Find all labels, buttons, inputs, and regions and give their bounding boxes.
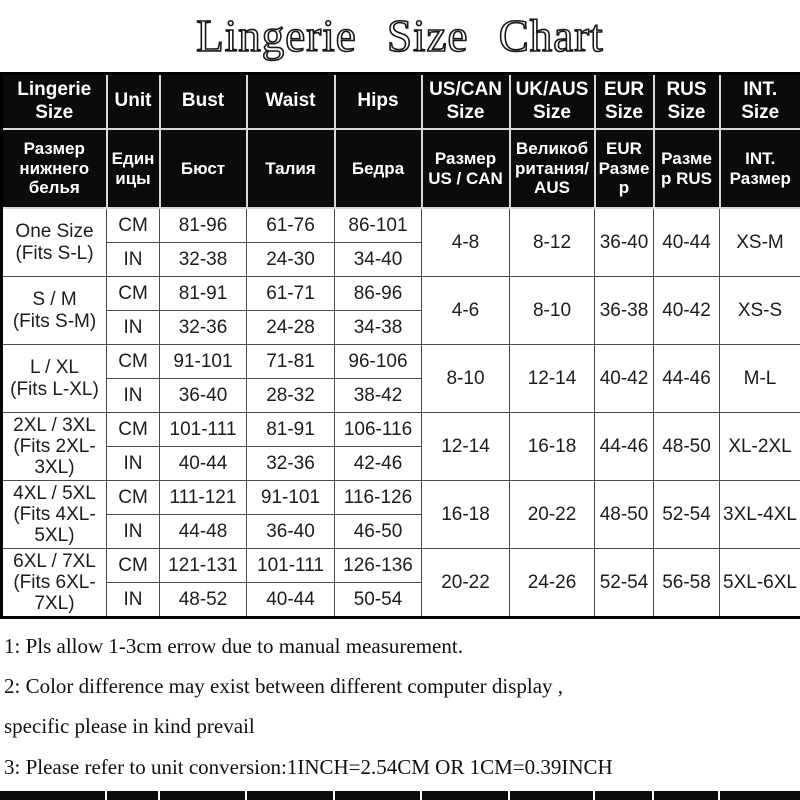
- bust-in-value: 40-44: [160, 447, 247, 481]
- waist-in-value: 24-30: [247, 243, 335, 277]
- header-unit: Unit: [107, 74, 160, 130]
- size-label: 2XL / 3XL: [13, 414, 96, 436]
- unit-cm-cell: CM: [107, 413, 160, 447]
- waist-cm-value: 71-81: [247, 345, 335, 379]
- size-label: L / XL: [30, 357, 79, 379]
- unit-in-cell: IN: [107, 379, 160, 413]
- waist-cm-value: 91-101: [247, 481, 335, 515]
- uk-aus-value: 8-12: [510, 208, 595, 277]
- header-ru-waist: Талия: [247, 129, 335, 208]
- eur-value: 36-40: [595, 208, 654, 277]
- eur-value: 40-42: [595, 345, 654, 413]
- bust-cm-value: 91-101: [160, 345, 247, 379]
- size-cell: [2, 413, 107, 481]
- bust-in-value: 48-52: [160, 583, 247, 618]
- int-value: 3XL-4XL: [720, 481, 800, 549]
- header-ru-uk-aus: Великобритания/AUS: [510, 129, 595, 208]
- uk-aus-value: 16-18: [510, 413, 595, 481]
- size-label: One Size: [15, 221, 94, 243]
- header-int: INT. Size: [720, 74, 800, 130]
- size-label: S / M: [32, 289, 77, 311]
- title-bar: [0, 0, 800, 72]
- header-ru-hips: Бедра: [335, 129, 422, 208]
- hips-cm-value: 96-106: [335, 345, 422, 379]
- header-ru-rus: Размер RUS: [654, 129, 720, 208]
- bust-in-value: 36-40: [160, 379, 247, 413]
- uk-aus-value: 24-26: [510, 549, 595, 618]
- unit-in-cell: IN: [107, 447, 160, 481]
- header-us-can: US/CAN Size: [422, 74, 510, 130]
- hips-in-value: 46-50: [335, 515, 422, 549]
- hips-in-value: 34-38: [335, 311, 422, 345]
- int-value: M-L: [720, 345, 800, 413]
- header-ru-int: INT. Размер: [720, 129, 800, 208]
- bust-in-value: 44-48: [160, 515, 247, 549]
- table-row: [2, 413, 800, 447]
- unit-cm-cell: CM: [107, 481, 160, 515]
- waist-cm-value: 61-76: [247, 208, 335, 243]
- rus-value: 56-58: [654, 549, 720, 618]
- int-value: 5XL-6XL: [720, 549, 800, 618]
- hips-cm-value: 86-96: [335, 277, 422, 311]
- size-fits-label: (Fits 2XL-3XL): [13, 435, 96, 479]
- size-fits-label: (Fits S-L): [15, 242, 94, 264]
- note-line: 1: Pls allow 1-3cm errow due to manual measurement.: [4, 634, 463, 658]
- size-fits-label: (Fits S-M): [12, 310, 97, 332]
- waist-in-value: 40-44: [247, 583, 335, 618]
- unit-cm-cell: CM: [107, 208, 160, 243]
- int-value: XL-2XL: [720, 413, 800, 481]
- rus-value: 48-50: [654, 413, 720, 481]
- bust-cm-value: 101-111: [160, 413, 247, 447]
- hips-cm-value: 86-101: [335, 208, 422, 243]
- unit-in-cell: IN: [107, 311, 160, 345]
- header-waist: Waist: [247, 74, 335, 130]
- size-cell: [2, 481, 107, 549]
- waist-cm-value: 101-111: [247, 549, 335, 583]
- size-label: 4XL / 5XL: [13, 482, 96, 504]
- uk-aus-value: 12-14: [510, 345, 595, 413]
- note-line: 2: Color difference may exist between different computer display ,: [4, 674, 564, 699]
- size-fits-label: (Fits L-XL): [10, 378, 99, 400]
- unit-cm-cell: CM: [107, 277, 160, 311]
- bust-cm-value: 121-131: [160, 549, 247, 583]
- us-can-value: 4-6: [422, 277, 510, 345]
- bottom-bar: [0, 791, 800, 800]
- header-ru-unit: Единицы: [107, 129, 160, 208]
- table-row: [2, 481, 800, 515]
- table-row: [2, 208, 800, 243]
- size-cell: [2, 345, 107, 413]
- us-can-value: 12-14: [422, 413, 510, 481]
- note-line: 3: Please refer to unit conversion:1INCH=2.54CM OR 1CM=0.39INCH: [4, 754, 613, 779]
- waist-in-value: 24-28: [247, 311, 335, 345]
- header-ru-size: Размер нижнего белья: [2, 129, 107, 208]
- header-ru-us-can: Размер US / CAN: [422, 129, 510, 208]
- rus-value: 40-42: [654, 277, 720, 345]
- table-row: [2, 345, 800, 379]
- waist-cm-value: 81-91: [247, 413, 335, 447]
- table-row: [2, 549, 800, 583]
- unit-in-cell: IN: [107, 243, 160, 277]
- table-row: [2, 277, 800, 311]
- us-can-value: 4-8: [422, 208, 510, 277]
- header-row-russian: [2, 129, 800, 208]
- rus-value: 44-46: [654, 345, 720, 413]
- hips-cm-value: 116-126: [335, 481, 422, 515]
- eur-value: 48-50: [595, 481, 654, 549]
- header-uk-aus: UK/AUS Size: [510, 74, 595, 130]
- header-bust: Bust: [160, 74, 247, 130]
- header-eur: EUR Size: [595, 74, 654, 130]
- unit-cm-cell: CM: [107, 549, 160, 583]
- header-row-english: [2, 74, 800, 130]
- hips-in-value: 42-46: [335, 447, 422, 481]
- size-cell: [2, 549, 107, 618]
- rus-value: 52-54: [654, 481, 720, 549]
- bust-cm-value: 81-96: [160, 208, 247, 243]
- uk-aus-value: 8-10: [510, 277, 595, 345]
- header-ru-bust: Бюст: [160, 129, 247, 208]
- eur-value: 44-46: [595, 413, 654, 481]
- waist-cm-value: 61-71: [247, 277, 335, 311]
- waist-in-value: 32-36: [247, 447, 335, 481]
- hips-in-value: 34-40: [335, 243, 422, 277]
- size-label: 6XL / 7XL: [13, 550, 96, 572]
- note-line: specific please in kind prevail: [4, 714, 255, 739]
- size-cell: [2, 208, 107, 277]
- bust-in-value: 32-38: [160, 243, 247, 277]
- uk-aus-value: 20-22: [510, 481, 595, 549]
- hips-in-value: 50-54: [335, 583, 422, 618]
- size-cell: [2, 277, 107, 345]
- eur-value: 36-38: [595, 277, 654, 345]
- unit-in-cell: IN: [107, 583, 160, 618]
- bust-cm-value: 111-121: [160, 481, 247, 515]
- unit-cm-cell: CM: [107, 345, 160, 379]
- footnotes: [4, 634, 800, 780]
- int-value: XS-S: [720, 277, 800, 345]
- eur-value: 52-54: [595, 549, 654, 618]
- hips-cm-value: 126-136: [335, 549, 422, 583]
- bust-cm-value: 81-91: [160, 277, 247, 311]
- page-title: Lingerie Size Chart: [196, 11, 604, 61]
- unit-in-cell: IN: [107, 515, 160, 549]
- header-rus: RUS Size: [654, 74, 720, 130]
- bust-in-value: 32-36: [160, 311, 247, 345]
- size-chart-table: [0, 72, 800, 619]
- us-can-value: 20-22: [422, 549, 510, 618]
- rus-value: 40-44: [654, 208, 720, 277]
- size-fits-label: (Fits 6XL-7XL): [13, 571, 96, 615]
- header-ru-eur: EUR Размер: [595, 129, 654, 208]
- waist-in-value: 28-32: [247, 379, 335, 413]
- us-can-value: 8-10: [422, 345, 510, 413]
- waist-in-value: 36-40: [247, 515, 335, 549]
- hips-in-value: 38-42: [335, 379, 422, 413]
- int-value: XS-M: [720, 208, 800, 277]
- size-fits-label: (Fits 4XL-5XL): [13, 503, 96, 547]
- us-can-value: 16-18: [422, 481, 510, 549]
- hips-cm-value: 106-116: [335, 413, 422, 447]
- header-lingerie-size: Lingerie Size: [2, 74, 107, 130]
- header-hips: Hips: [335, 74, 422, 130]
